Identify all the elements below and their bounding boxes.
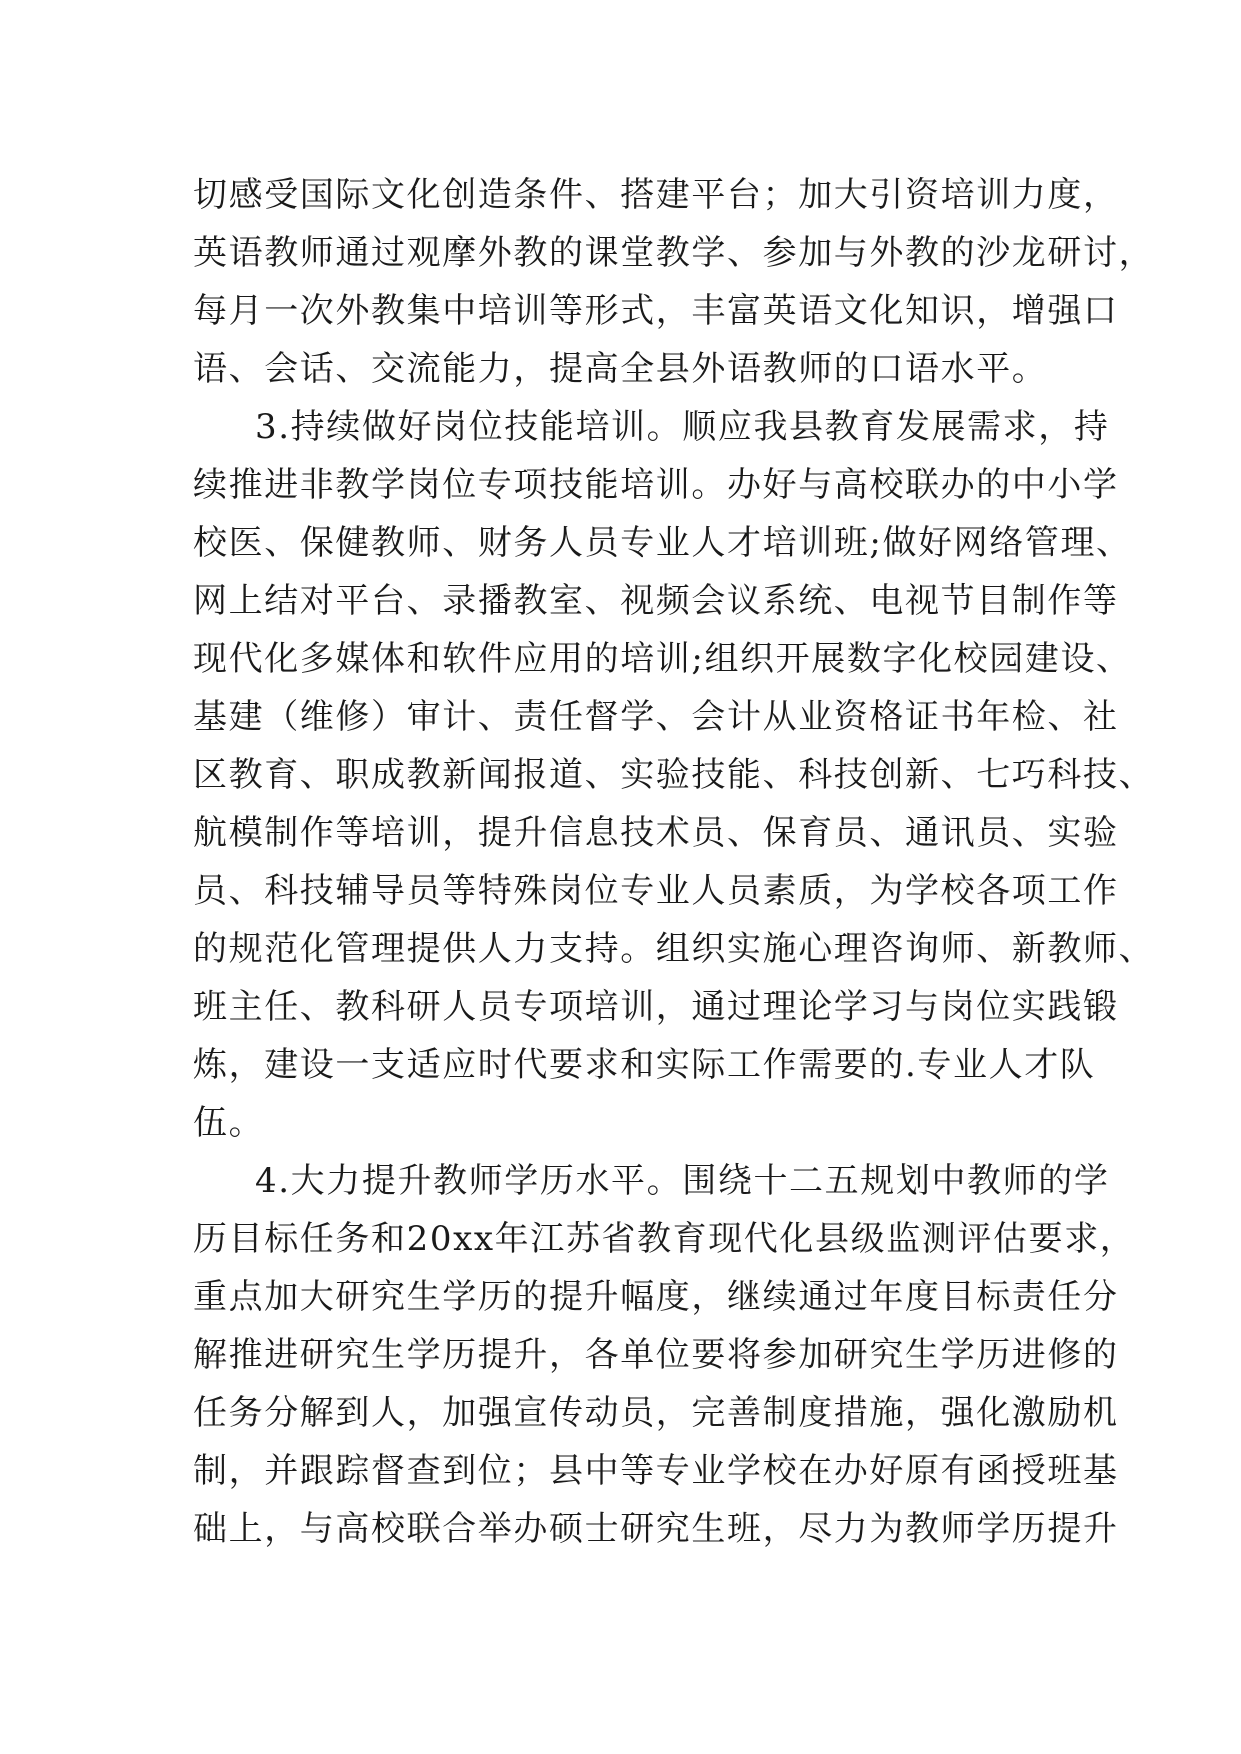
text-line: 续推进非教学岗位专项技能培训。办好与高校联办的中小学 [193,465,1119,505]
text-line: 语、会话、交流能力，提高全县外语教师的口语水平。 [193,349,1048,389]
text-line: 每月一次外教集中培训等形式，丰富英语文化知识，增强口 [193,291,1119,331]
text-line: 任务分解到人，加强宣传动员，完善制度措施，强化激励机 [193,1393,1119,1433]
text-line: 现代化多媒体和软件应用的培训;组织开展数字化校园建设、 [193,639,1132,679]
section-4-heading-line: 4.大力提升教师学历水平。围绕十二五规划中教师的学 [255,1161,1110,1201]
text-line: 历目标任务和20xx年江苏省教育现代化县级监测评估要求， [193,1219,1136,1259]
text-line: 的规范化管理提供人力支持。组织实施心理咨询师、新教师、 [193,929,1155,969]
text-line: 基建（维修）审计、责任督学、会计从业资格证书年检、社 [193,697,1119,737]
text-line: 英语教师通过观摩外教的课堂教学、参加与外教的沙龙研讨， [193,233,1155,273]
text-line: 航模制作等培训，提升信息技术员、保育员、通讯员、实验 [193,813,1119,853]
text-line: 解推进研究生学历提升，各单位要将参加研究生学历进修的 [193,1335,1119,1375]
text-line: 切感受国际文化创造条件、搭建平台；加大引资培训力度， [193,175,1119,215]
text-line: 区教育、职成教新闻报道、实验技能、科技创新、七巧科技、 [193,755,1155,795]
text-line: 员、科技辅导员等特殊岗位专业人员素质，为学校各项工作 [193,871,1119,911]
text-line: 炼，建设一支适应时代要求和实际工作需要的.专业人才队 [193,1045,1096,1085]
section-3-heading-line: 3.持续做好岗位技能培训。顺应我县教育发展需求，持 [255,407,1110,447]
text-line: 础上，与高校联合举办硕士研究生班，尽力为教师学历提升 [193,1509,1119,1549]
text-line: 重点加大研究生学历的提升幅度，继续通过年度目标责任分 [193,1277,1119,1317]
text-line: 伍。 [193,1103,265,1143]
text-line: 班主任、教科研人员专项培训，通过理论学习与岗位实践锻 [193,987,1119,1027]
body-text [193,166,1155,1558]
text-line: 制，并跟踪督查到位；县中等专业学校在办好原有函授班基 [193,1451,1119,1491]
text-line: 校医、保健教师、财务人员专业人才培训班;做好网络管理、 [193,523,1132,563]
text-line: 网上结对平台、录播教室、视频会议系统、电视节目制作等 [193,581,1119,621]
